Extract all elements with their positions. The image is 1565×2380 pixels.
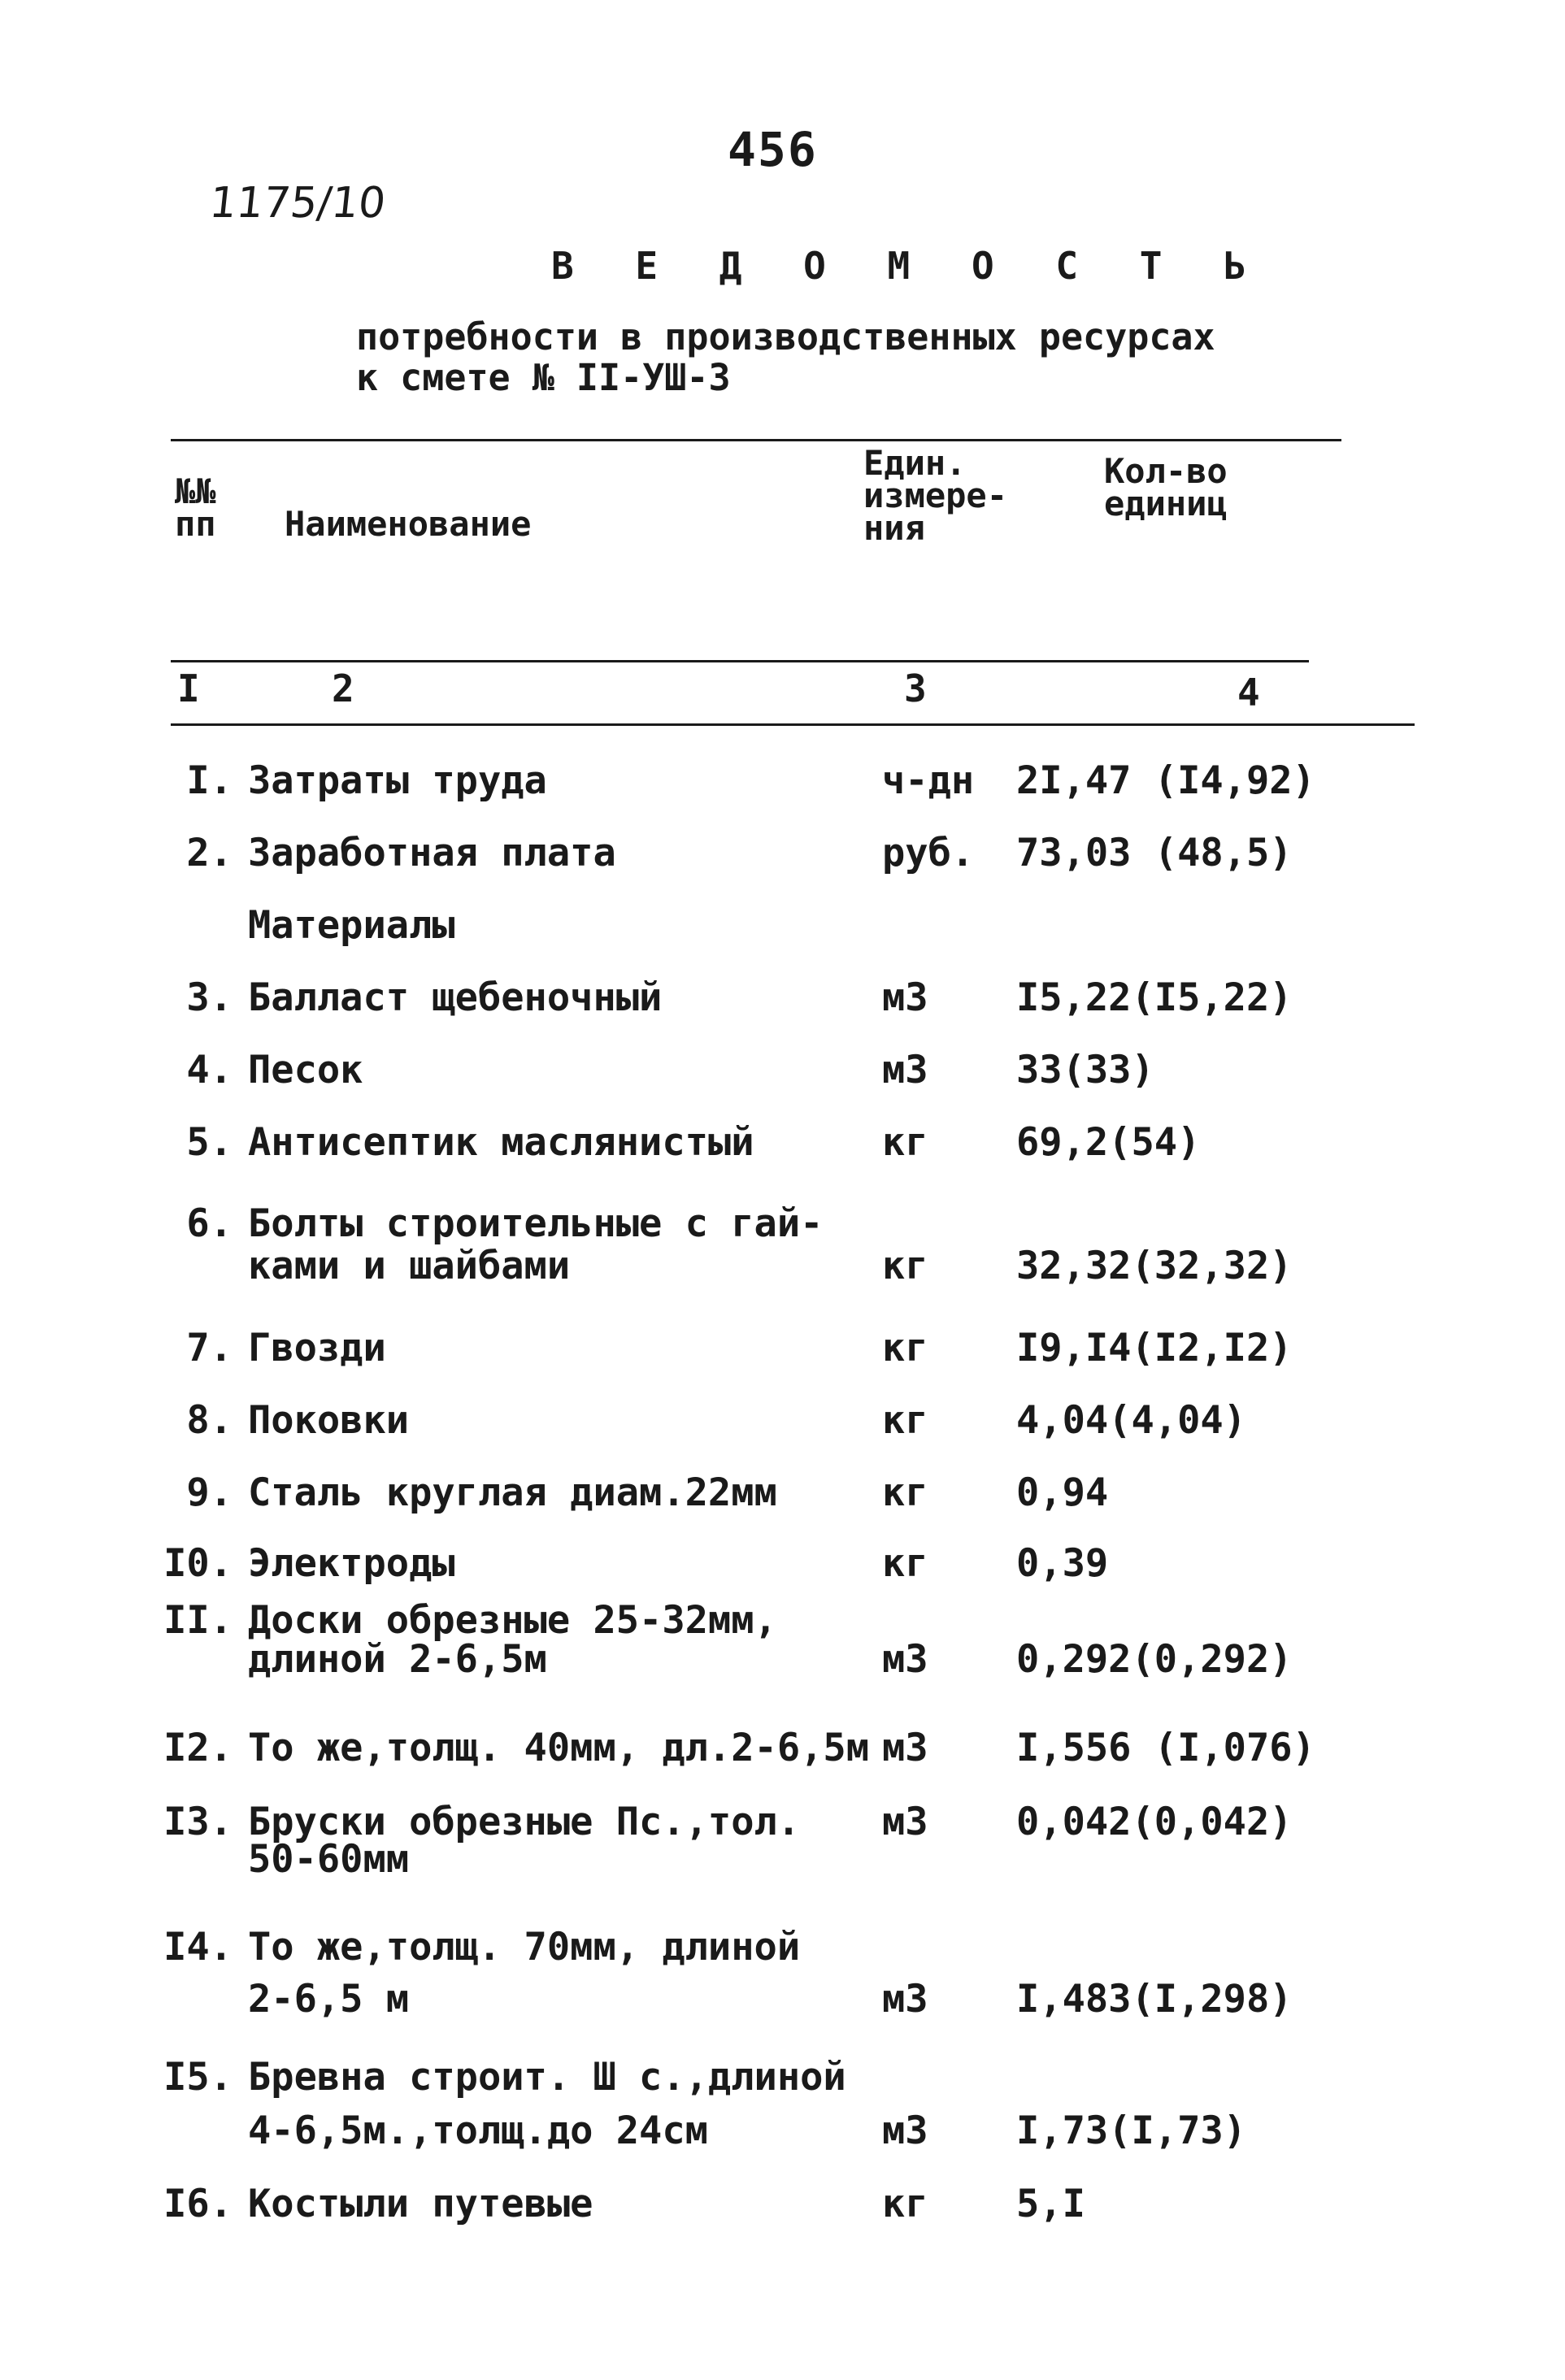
- row-number: 5.: [186, 1120, 233, 1165]
- header-unit-line-1: Един.: [863, 443, 967, 483]
- row-unit: м3: [882, 1048, 928, 1092]
- row-quantity: I,483(I,298): [1016, 1977, 1293, 2022]
- table-row: [0, 1543, 1565, 1592]
- table-row: [0, 1801, 1565, 1891]
- table-row: [0, 1327, 1565, 1376]
- row-number: I5.: [163, 2055, 233, 2100]
- header-unit-line-2: измере-: [863, 476, 1008, 515]
- row-name: Костыли путевые: [248, 2182, 593, 2226]
- row-unit: ч-дн: [882, 758, 975, 803]
- row-quantity: I9,I4(I2,I2): [1016, 1326, 1293, 1370]
- table-row: [0, 760, 1565, 809]
- row-name-continuation: 4-6,5м.,толщ.до 24см: [248, 2109, 708, 2153]
- table-row: [0, 1727, 1565, 1776]
- section-heading: Материалы: [248, 903, 455, 948]
- row-number: 9.: [186, 1470, 233, 1515]
- row-unit: м3: [882, 1637, 928, 1682]
- table-row: [0, 1600, 1565, 1689]
- row-name-continuation: ками и шайбами: [248, 1244, 571, 1288]
- row-quantity: 69,2(54): [1016, 1120, 1201, 1165]
- page-number: 456: [728, 122, 818, 177]
- column-number-2: 2: [332, 667, 354, 710]
- table-row: [0, 832, 1565, 881]
- row-unit: кг: [882, 1326, 928, 1370]
- row-name: Поковки: [248, 1398, 410, 1443]
- table-row: [0, 1122, 1565, 1170]
- row-unit: кг: [882, 2182, 928, 2226]
- header-num-line-1: №№: [175, 471, 216, 511]
- row-quantity: 33(33): [1016, 1048, 1154, 1092]
- row-name: Гвозди: [248, 1326, 386, 1370]
- row-number: 3.: [186, 975, 233, 1020]
- row-quantity: I5,22(I5,22): [1016, 975, 1293, 1020]
- row-quantity: 32,32(32,32): [1016, 1244, 1293, 1288]
- row-number: I6.: [163, 2182, 233, 2226]
- row-name: Затраты труда: [248, 758, 547, 803]
- table-row: [0, 2056, 1565, 2154]
- row-quantity: I,556 (I,076): [1016, 1726, 1315, 1770]
- header-qty-line-1: Кол-во: [1104, 451, 1228, 491]
- row-name-continuation: длиной 2-6,5м: [248, 1637, 547, 1682]
- subtitle-line-1: потребности в производственных ресурсах: [356, 315, 1215, 358]
- header-qty: [1104, 451, 1228, 523]
- row-number: 4.: [186, 1048, 233, 1092]
- row-unit: м3: [882, 975, 928, 1020]
- row-number: I3.: [163, 1800, 233, 1844]
- row-name: Болты строительные с гай-: [248, 1201, 824, 1246]
- header-num: [175, 471, 216, 544]
- row-quantity: 0,39: [1016, 1541, 1109, 1586]
- row-number: I0.: [163, 1541, 233, 1586]
- row-unit: руб.: [882, 831, 975, 875]
- row-quantity: 73,03 (48,5): [1016, 831, 1293, 875]
- row-quantity: 4,04(4,04): [1016, 1398, 1246, 1443]
- header-qty-line-2: единиц: [1104, 484, 1228, 523]
- row-number: 2.: [186, 831, 233, 875]
- document-subtitle: [356, 317, 1215, 398]
- table-top-rule: [171, 439, 1341, 441]
- column-number-1: I: [177, 667, 200, 710]
- subtitle-line-2: к смете № II-УШ-3: [356, 356, 731, 399]
- row-number: II.: [163, 1598, 233, 1643]
- row-number: I2.: [163, 1726, 233, 1770]
- row-unit: м3: [882, 1800, 928, 1844]
- row-unit: кг: [882, 1398, 928, 1443]
- row-quantity: 5,I: [1016, 2182, 1085, 2226]
- column-number-4: 4: [1237, 671, 1260, 714]
- row-name: Электроды: [248, 1541, 455, 1586]
- row-name: То же,толщ. 40мм, дл.2-6,5м: [248, 1726, 870, 1770]
- table-row: [0, 1049, 1565, 1098]
- table-row: [0, 1926, 1565, 2024]
- row-unit: м3: [882, 1726, 928, 1770]
- row-unit: м3: [882, 2109, 928, 2153]
- row-number: 6.: [186, 1201, 233, 1246]
- row-unit: кг: [882, 1120, 928, 1165]
- header-num-line-2: пп: [175, 504, 216, 544]
- table-row: [0, 977, 1565, 1026]
- row-name: Бруски обрезные Пс.,тол.: [248, 1800, 801, 1844]
- table-row: [0, 1472, 1565, 1521]
- row-number: 8.: [186, 1398, 233, 1443]
- row-name: Сталь круглая диам.22мм: [248, 1470, 777, 1515]
- row-number: 7.: [186, 1326, 233, 1370]
- handwritten-reference: 1175/10: [206, 179, 389, 228]
- row-quantity: 0,292(0,292): [1016, 1637, 1293, 1682]
- row-name-continuation: 2-6,5 м: [248, 1977, 410, 2022]
- table-row: [0, 1203, 1565, 1292]
- row-quantity: 0,042(0,042): [1016, 1800, 1293, 1844]
- row-unit: м3: [882, 1977, 928, 2022]
- header-unit-line-3: ния: [863, 508, 925, 548]
- column-number-3: 3: [904, 667, 927, 710]
- row-name-continuation: 50-60мм: [248, 1837, 410, 1882]
- row-name: Доски обрезные 25-32мм,: [248, 1598, 777, 1643]
- row-unit: кг: [882, 1470, 928, 1515]
- header-bottom-rule: [171, 660, 1309, 662]
- header-name: Наименование: [285, 504, 532, 544]
- row-unit: кг: [882, 1244, 928, 1288]
- header-unit: [863, 443, 1008, 548]
- row-number: I.: [186, 758, 233, 803]
- table-section-row: [0, 905, 1565, 953]
- table-row: [0, 2183, 1565, 2232]
- row-name: Заработная плата: [248, 831, 616, 875]
- row-quantity: 2I,47 (I4,92): [1016, 758, 1315, 803]
- row-name: Балласт щебеночный: [248, 975, 663, 1020]
- row-number: I4.: [163, 1925, 233, 1970]
- row-quantity: I,73(I,73): [1016, 2109, 1246, 2153]
- row-unit: кг: [882, 1541, 928, 1586]
- row-name: Бревна строит. Ш с.,длиной: [248, 2055, 846, 2100]
- row-name: Песок: [248, 1048, 363, 1092]
- row-name: То же,толщ. 70мм, длиной: [248, 1925, 801, 1970]
- row-quantity: 0,94: [1016, 1470, 1109, 1515]
- column-numbers-rule: [171, 723, 1415, 726]
- table-row: [0, 1400, 1565, 1448]
- document-title: В Е Д О М О С Т Ь: [551, 244, 1266, 288]
- row-name: Антисептик маслянистый: [248, 1120, 754, 1165]
